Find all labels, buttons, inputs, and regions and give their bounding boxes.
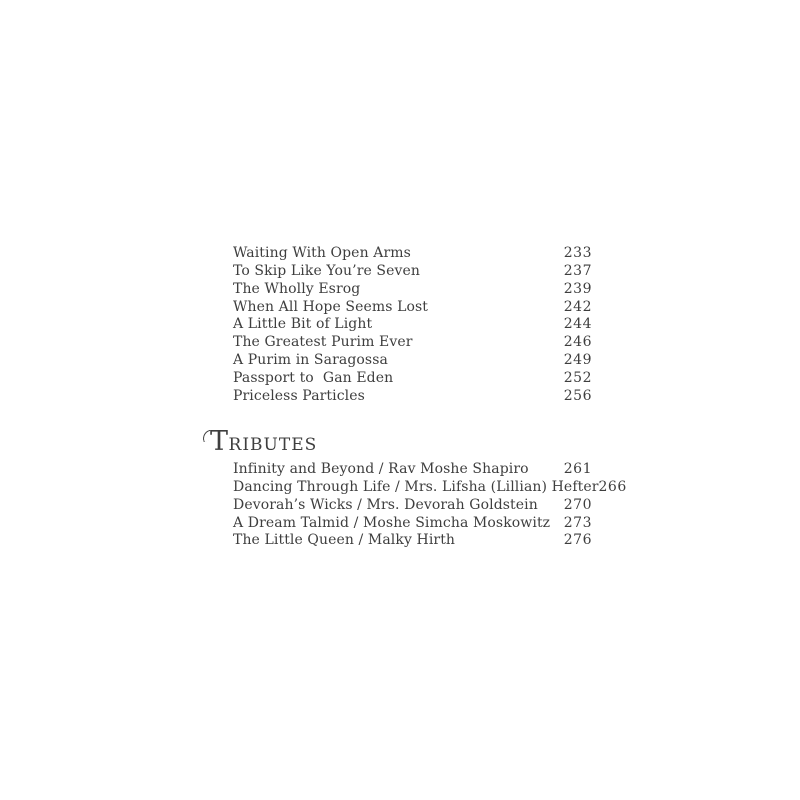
toc-entry: [233, 352, 592, 370]
toc-entry-page: 246: [563, 334, 592, 351]
toc-entry-title: To Skip Like You’re Seven: [233, 262, 421, 279]
toc-entry-title: Dancing Through Life / Mrs. Lifsha (Lillian) Hefter: [233, 478, 599, 495]
toc-entry: [233, 497, 592, 515]
toc-entry-page: 266: [598, 478, 627, 495]
toc-entry-page: 252: [563, 369, 592, 386]
section-heading-tributes: [210, 428, 317, 455]
toc-entry-page: 244: [563, 316, 592, 333]
toc-entry-page: 270: [563, 496, 592, 513]
toc-entry-title: Passport to Gan Eden: [233, 369, 394, 386]
toc-entry-title: Devorah’s Wicks / Mrs. Devorah Goldstein: [233, 496, 538, 513]
toc-entry: [233, 316, 592, 334]
toc-entry: [233, 334, 592, 352]
toc-entry-page: 249: [563, 352, 592, 369]
toc-entry: [233, 478, 627, 497]
toc-entry-title: The Greatest Purim Ever: [233, 334, 413, 351]
heading-initial-letter: T: [210, 426, 229, 457]
toc-entry-page: 256: [563, 387, 592, 404]
toc-entry: [233, 281, 592, 299]
toc-entry: [233, 263, 592, 281]
toc-entry-title: A Purim in Saragossa: [233, 352, 388, 369]
toc-entry: [233, 370, 592, 388]
toc-entry: [233, 515, 592, 533]
toc-entry-title: A Little Bit of Light: [233, 316, 373, 333]
toc-section-stories: [233, 245, 592, 406]
toc-entry-page: 237: [563, 262, 592, 279]
toc-entry: [233, 299, 592, 317]
toc-entry: [233, 245, 592, 263]
toc-section-tributes: [233, 461, 627, 550]
toc-entry-title: The Little Queen / Malky Hirth: [233, 532, 456, 549]
toc-entry-title: Infinity and Beyond / Rav Moshe Shapiro: [233, 461, 529, 477]
heading-rest-letters: RIBUTES: [228, 435, 318, 455]
toc-entry-page: 239: [563, 280, 592, 297]
toc-entry-title: A Dream Talmid / Moshe Simcha Moskowitz: [233, 514, 551, 531]
toc-entry-page: 276: [563, 532, 592, 549]
toc-entry-page: 273: [563, 514, 592, 531]
toc-entry-title: The Wholly Esrog: [233, 280, 361, 297]
toc-entry-page: 233: [563, 245, 592, 261]
toc-entry-title: Priceless Particles: [233, 387, 365, 404]
toc-entry-page: 261: [563, 461, 592, 477]
toc-entry-title: When All Hope Seems Lost: [233, 298, 429, 315]
toc-entry-page: 242: [563, 298, 592, 315]
toc-entry: [233, 461, 592, 479]
toc-entry: [233, 388, 592, 406]
toc-entry: [233, 532, 592, 550]
toc-entry-title: Waiting With Open Arms: [233, 245, 411, 261]
